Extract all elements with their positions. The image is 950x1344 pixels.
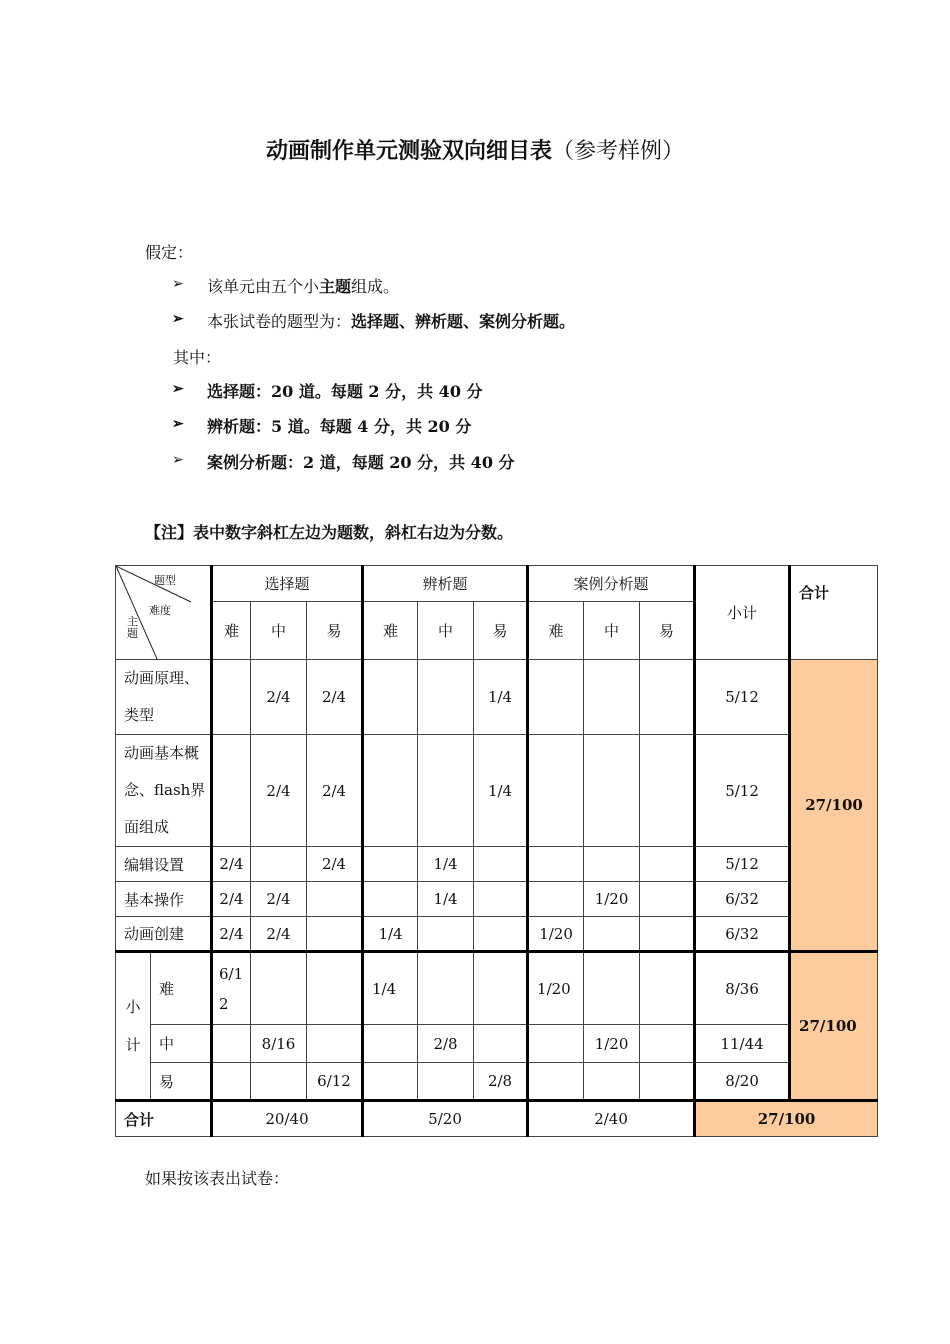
data-cell <box>640 735 695 847</box>
type-header: 案例分析题 <box>528 566 695 602</box>
data-cell <box>307 917 363 952</box>
type-header: 选择题 <box>212 566 363 602</box>
bullet-2: 本张试卷的题型为：选择题、辨析题、案例分析题。 <box>207 312 576 331</box>
data-cell <box>528 660 584 735</box>
bullet-arrow-icon: ➢ <box>172 416 184 432</box>
data-cell: 1/20 <box>528 917 584 952</box>
type-total-cell: 20/40 <box>212 1101 363 1137</box>
data-cell: 2/4 <box>307 847 363 882</box>
type-total-cell: 5/20 <box>363 1101 528 1137</box>
data-cell <box>584 735 640 847</box>
data-cell: 6/12 <box>212 952 251 1025</box>
data-cell: 1/4 <box>418 847 474 882</box>
data-cell <box>363 660 418 735</box>
data-cell <box>212 1063 251 1101</box>
data-cell <box>307 1025 363 1063</box>
data-cell <box>474 917 528 952</box>
data-cell: 1/4 <box>474 660 528 735</box>
data-cell: 1/4 <box>363 952 418 1025</box>
subtotal-side-label: 小计 <box>116 952 151 1101</box>
type-header: 辨析题 <box>363 566 528 602</box>
data-cell: 8/16 <box>251 1025 307 1063</box>
subtotal-cell: 6/32 <box>695 882 790 917</box>
topic-cell: 动画基本概念、flash界面组成 <box>116 735 212 847</box>
data-cell <box>363 847 418 882</box>
table-row <box>116 917 878 952</box>
spec-table <box>115 565 878 1137</box>
title-main: 动画制作单元测验双向细目表 <box>265 139 552 164</box>
data-cell: 1/20 <box>528 952 584 1025</box>
data-cell <box>418 735 474 847</box>
data-cell <box>584 952 640 1025</box>
note: 【注】表中数字斜杠左边为题数，斜杠右边为分数。 <box>145 523 514 542</box>
data-cell <box>640 952 695 1025</box>
closing-text: 如果按该表出试卷： <box>145 1169 290 1188</box>
topics-total-cell: 27/100 <box>790 660 878 952</box>
topic-cell: 编辑设置 <box>116 847 212 882</box>
data-cell <box>363 882 418 917</box>
level-header: 易 <box>640 602 695 660</box>
title-suffix: （参考样例） <box>552 139 685 164</box>
corner-header <box>116 566 212 660</box>
data-cell: 1/4 <box>418 882 474 917</box>
data-cell <box>418 1063 474 1101</box>
data-cell <box>640 917 695 952</box>
data-cell <box>363 735 418 847</box>
data-cell <box>418 952 474 1025</box>
bullet-1: 该单元由五个小主题组成。 <box>207 277 400 296</box>
subtotal-cell: 5/12 <box>695 660 790 735</box>
footer-total-label: 合计 <box>116 1101 212 1137</box>
bullet-5: 案例分析题：2 道，每题 20 分，共 40 分 <box>207 453 515 472</box>
table-row <box>116 735 878 847</box>
data-cell: 2/4 <box>212 917 251 952</box>
bullet-arrow-icon: ➢ <box>172 381 184 397</box>
data-cell <box>251 952 307 1025</box>
level-cell: 中 <box>151 1025 212 1063</box>
data-cell <box>584 660 640 735</box>
data-cell <box>528 735 584 847</box>
corner-difficulty-label: 难度 <box>149 604 171 617</box>
assume-label: 假定： <box>145 243 194 262</box>
levels-total-cell: 27/100 <box>790 952 878 1101</box>
data-cell <box>307 952 363 1025</box>
subtotal-header: 小计 <box>695 566 790 660</box>
subtotal-cell: 6/32 <box>695 917 790 952</box>
type-total-cell: 2/40 <box>528 1101 695 1137</box>
data-cell: 2/4 <box>212 882 251 917</box>
table-row <box>116 952 878 1025</box>
data-cell <box>474 1025 528 1063</box>
bullet-arrow-icon: ➢ <box>172 276 184 292</box>
subtotal-cell: 5/12 <box>695 847 790 882</box>
data-cell: 1/20 <box>584 882 640 917</box>
data-cell <box>307 882 363 917</box>
data-cell <box>640 1025 695 1063</box>
data-cell <box>584 1063 640 1101</box>
bullet-arrow-icon: ➢ <box>172 452 184 468</box>
level-header: 中 <box>251 602 307 660</box>
table-row <box>116 847 878 882</box>
data-cell <box>212 735 251 847</box>
data-cell <box>640 660 695 735</box>
data-cell <box>640 847 695 882</box>
subtotal-cell: 11/44 <box>695 1025 790 1063</box>
corner-topic-label: 主题 <box>127 615 138 640</box>
topic-cell: 基本操作 <box>116 882 212 917</box>
table-row <box>116 1063 878 1101</box>
data-cell: 2/8 <box>418 1025 474 1063</box>
data-cell <box>640 882 695 917</box>
data-cell <box>474 952 528 1025</box>
level-header: 易 <box>307 602 363 660</box>
bullet-3: 选择题：20 道。每题 2 分，共 40 分 <box>207 382 483 401</box>
table-row <box>116 1025 878 1063</box>
data-cell: 1/4 <box>474 735 528 847</box>
level-cell: 易 <box>151 1063 212 1101</box>
subtotal-cell: 8/36 <box>695 952 790 1025</box>
level-header: 易 <box>474 602 528 660</box>
data-cell: 1/20 <box>584 1025 640 1063</box>
level-header: 难 <box>212 602 251 660</box>
page-title <box>0 134 950 165</box>
table-row <box>116 660 878 735</box>
data-cell <box>363 1025 418 1063</box>
data-cell <box>528 847 584 882</box>
data-cell: 2/4 <box>307 735 363 847</box>
level-header: 中 <box>584 602 640 660</box>
level-header: 难 <box>528 602 584 660</box>
data-cell: 2/4 <box>251 735 307 847</box>
level-header: 难 <box>363 602 418 660</box>
bullet-arrow-icon: ➢ <box>172 311 184 327</box>
data-cell <box>418 917 474 952</box>
data-cell <box>584 917 640 952</box>
topic-cell: 动画原理、类型 <box>116 660 212 735</box>
subtotal-cell: 5/12 <box>695 735 790 847</box>
data-cell <box>363 1063 418 1101</box>
table-row <box>116 1101 878 1137</box>
total-header: 合计 <box>790 566 878 660</box>
data-cell: 2/4 <box>251 660 307 735</box>
topic-cell: 动画创建 <box>116 917 212 952</box>
data-cell <box>212 1025 251 1063</box>
data-cell <box>418 660 474 735</box>
data-cell: 2/4 <box>251 917 307 952</box>
grand-total-cell: 27/100 <box>695 1101 878 1137</box>
data-cell: 6/12 <box>307 1063 363 1101</box>
data-cell: 2/4 <box>212 847 251 882</box>
level-header: 中 <box>418 602 474 660</box>
data-cell <box>474 847 528 882</box>
table-row <box>116 882 878 917</box>
bullet-4: 辨析题：5 道。每题 4 分，共 20 分 <box>207 417 472 436</box>
data-cell <box>528 882 584 917</box>
subtotal-cell: 8/20 <box>695 1063 790 1101</box>
data-cell <box>528 1025 584 1063</box>
level-cell: 难 <box>151 952 212 1025</box>
data-cell <box>212 660 251 735</box>
data-cell <box>251 1063 307 1101</box>
corner-type-label: 题型 <box>154 574 176 587</box>
data-cell <box>640 1063 695 1101</box>
data-cell <box>584 847 640 882</box>
data-cell: 2/4 <box>251 882 307 917</box>
data-cell: 2/4 <box>307 660 363 735</box>
data-cell <box>251 847 307 882</box>
data-cell <box>474 882 528 917</box>
data-cell <box>528 1063 584 1101</box>
data-cell: 1/4 <box>363 917 418 952</box>
among-label: 其中： <box>173 348 222 367</box>
data-cell: 2/8 <box>474 1063 528 1101</box>
